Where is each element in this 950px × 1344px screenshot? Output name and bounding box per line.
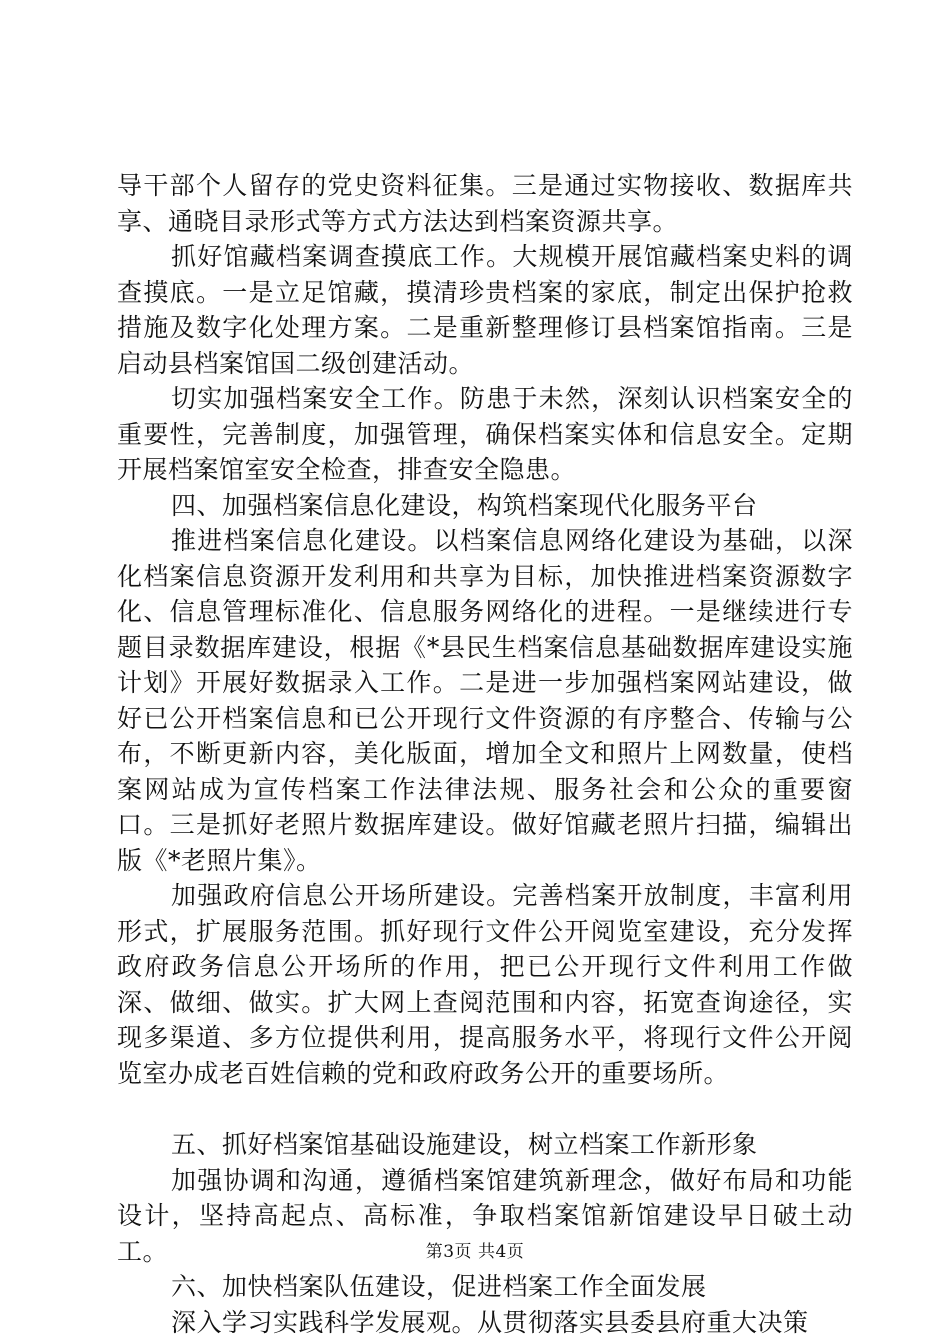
document-body [117, 168, 853, 1340]
section-heading-six: 六、加快档案队伍建设，促进档案工作全面发展 [171, 1272, 707, 1301]
section-heading-five: 五、抓好档案馆基础设施建设，树立档案工作新形象 [171, 1130, 758, 1159]
paragraph-information-disclosure: 加强政府信息公开场所建设。完善档案开放制度，丰富利用形式，扩展服务范围。抓好现行文件公开阅览室建设，充分发挥政府政务信息公开场所的作用，把已公开现行文件利用工作做深、做细、做实。扩大网上查阅范围和内容，拓宽查询途径，实现多渠道、多方位提供利用，提高服务水平，将现行文件公开阅览室办成老百姓信赖的党和政府政务公开的重要场所。 [117, 881, 853, 1088]
paragraph-archive-security: 切实加强档案安全工作。防患于未然，深刻认识档案安全的重要性，完善制度，加强管理，确保档案实体和信息安全。定期开展档案馆室安全检查，排查安全隐患。 [117, 384, 853, 484]
paragraph-informatization: 推进档案信息化建设。以档案信息网络化建设为基础，以深化档案信息资源开发利用和共享为目标，加快推进档案资源数字化、信息管理标准化、信息服务网络化的进程。一是继续进行专题目录数据库建设，根据《*县民生档案信息基础数据库建设实施计划》开展好数据录入工作。二是进一步加强档案网站建设，做好已公开档案信息和已公开现行文件资源的有序整合、传输与公布，不断更新内容，美化版面，增加全文和照片上网数量，使档案网站成为宣传档案工作法律法规、服务社会和公众的重要窗口。三是抓好老照片数据库建设。做好馆藏老照片扫描，编辑出版《*老照片集》。 [117, 526, 853, 875]
paragraph-continuation: 导干部个人留存的党史资料征集。三是通过实物接收、数据库共享、通晓目录形式等方式方法达到档案资源共享。 [117, 171, 853, 236]
paragraph-infrastructure: 加强协调和沟通，遵循档案馆建筑新理念，做好布局和功能设计，坚持高起点、高标准，争取档案馆新馆建设早日破土动工。 [117, 1165, 853, 1266]
paragraph-archive-survey: 抓好馆藏档案调查摸底工作。大规模开展馆藏档案史料的调查摸底。一是立足馆藏，摸清珍贵档案的家底，制定出保护抢救措施及数字化处理方案。二是重新整理修订县档案馆指南。三是启动县档案馆国二级创建活动。 [117, 242, 853, 378]
paragraph-team-building: 深入学习实践科学发展观。从贯彻落实县委县府重大决策 [171, 1307, 809, 1337]
page-footer: 第3页 共4页 [425, 1242, 525, 1262]
section-heading-four: 四、加强档案信息化建设，构筑档案现代化服务平台 [171, 490, 758, 520]
